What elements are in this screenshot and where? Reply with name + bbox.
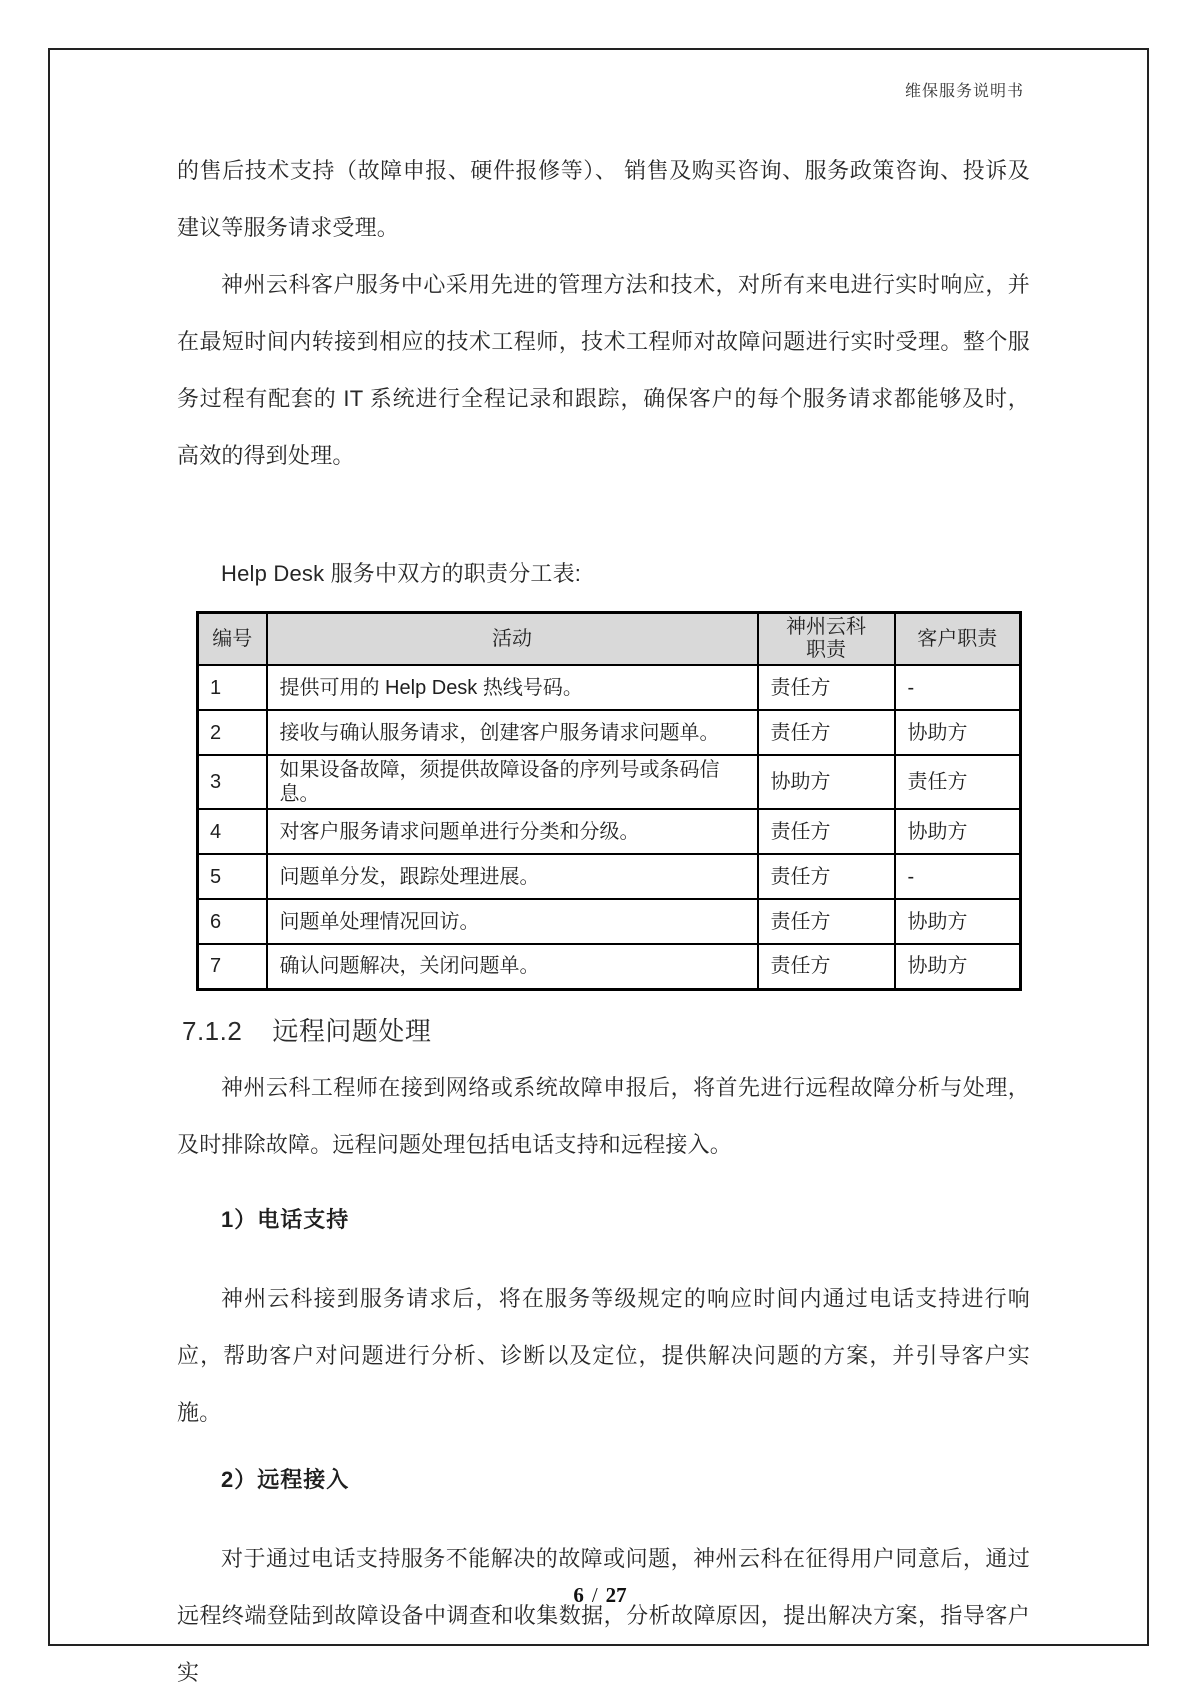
cell-customer-role: 协助方 <box>895 899 1021 944</box>
subheading-phone-support: 1）电话支持 <box>221 1206 350 1232</box>
cell-number: 3 <box>198 755 267 809</box>
cell-activity: 对客户服务请求问题单进行分类和分级。 <box>267 809 758 854</box>
table-row <box>198 710 1021 755</box>
table-row <box>198 944 1021 989</box>
header-cell-activity: 活动 <box>267 613 758 666</box>
footer-current-page: 6 <box>573 1583 584 1607</box>
cell-number: 2 <box>198 710 267 755</box>
cell-number: 6 <box>198 899 267 944</box>
header-cell-number: 编号 <box>198 613 267 666</box>
section-number: 7.1.2 <box>182 1015 243 1046</box>
cell-number: 7 <box>198 944 267 989</box>
header-cell-customer-duty: 客户职责 <box>895 613 1021 666</box>
cell-vendor-role: 责任方 <box>758 665 895 710</box>
paragraph-remote-access: 对于通过电话支持服务不能解决的故障或问题，神州云科在征得用户同意后，通过远程终端登陆到故障设备中调查和收集数据，分析故障原因，提出解决方案，指导客户实 <box>177 1545 1030 1685</box>
cell-number: 5 <box>198 854 267 899</box>
helpdesk-responsibility-table <box>196 611 1022 991</box>
paragraph-phone-support: 神州云科接到服务请求后，将在服务等级规定的响应时间内通过电话支持进行响应，帮助客户对问题进行分析、诊断以及定位，提供解决问题的方案，并引导客户实施。 <box>177 1285 1030 1425</box>
cell-customer-role: 责任方 <box>895 755 1021 809</box>
cell-activity: 如果设备故障，须提供故障设备的序列号或条码信息。 <box>267 755 758 809</box>
table-row <box>198 755 1021 809</box>
paragraph-remote-handling: 神州云科工程师在接到网络或系统故障申报后，将首先进行远程故障分析与处理，及时排除故障。远程问题处理包括电话支持和远程接入。 <box>177 1074 1030 1157</box>
cell-number: 4 <box>198 809 267 854</box>
cell-activity: 接收与确认服务请求，创建客户服务请求问题单。 <box>267 710 758 755</box>
cell-number: 1 <box>198 665 267 710</box>
section-title: 远程问题处理 <box>272 1015 432 1046</box>
cell-vendor-role: 责任方 <box>758 854 895 899</box>
cell-activity: 提供可用的 Help Desk 热线号码。 <box>267 665 758 710</box>
footer-separator: / <box>591 1583 598 1607</box>
table-row <box>198 809 1021 854</box>
table-row <box>198 899 1021 944</box>
cell-vendor-role: 责任方 <box>758 899 895 944</box>
subheading-remote-access: 2）远程接入 <box>221 1466 350 1492</box>
section-heading-7-1-2 <box>177 1011 1030 1051</box>
cell-activity: 问题单处理情况回访。 <box>267 899 758 944</box>
cell-customer-role: 协助方 <box>895 809 1021 854</box>
header-vendor-duty-line2: 职责 <box>806 639 846 661</box>
table-header-row <box>198 613 1021 666</box>
cell-vendor-role: 责任方 <box>758 809 895 854</box>
document-body <box>177 0 1030 1701</box>
cell-vendor-role: 责任方 <box>758 944 895 989</box>
cell-vendor-role: 协助方 <box>758 755 895 809</box>
table-caption: Help Desk 服务中双方的职责分工表: <box>221 561 582 586</box>
paragraph-service-center: 神州云科客户服务中心采用先进的管理方法和技术，对所有来电进行实时响应，并在最短时间内转接到相应的技术工程师，技术工程师对故障问题进行实时受理。整个服务过程有配套的 IT 系统进行全程记录和跟踪，确保客户的每个服务请求都能够及时，高效的得到处理。 <box>177 272 1030 468</box>
footer-total-pages: 27 <box>605 1583 627 1607</box>
cell-customer-role: 协助方 <box>895 944 1021 989</box>
cell-customer-role: - <box>895 665 1021 710</box>
cell-vendor-role: 责任方 <box>758 710 895 755</box>
table-row <box>198 854 1021 899</box>
cell-customer-role: - <box>895 854 1021 899</box>
cell-customer-role: 协助方 <box>895 710 1021 755</box>
paragraph-service-requests: 的售后技术支持（故障申报、硬件报修等）、 销售及购买咨询、服务政策咨询、投诉及建议等服务请求受理。 <box>177 158 1030 240</box>
cell-activity: 问题单分发，跟踪处理进展。 <box>267 854 758 899</box>
cell-activity: 确认问题解决，关闭问题单。 <box>267 944 758 989</box>
page-footer <box>0 1583 1200 1608</box>
document-header-title: 维保服务说明书 <box>904 83 1024 100</box>
header-cell-vendor-duty <box>758 613 895 666</box>
table-row <box>198 665 1021 710</box>
header-vendor-duty-line1: 神州云科 <box>786 616 866 638</box>
